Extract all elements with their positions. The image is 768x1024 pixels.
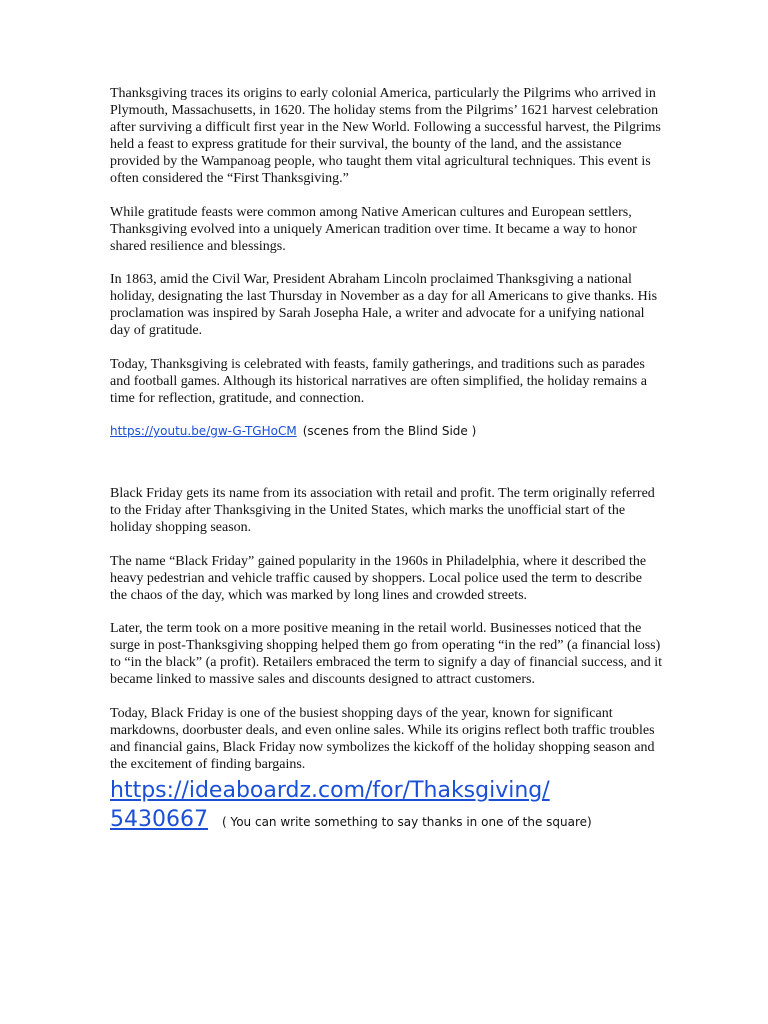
black-friday-paragraph-2: The name “Black Friday” gained popularity in the 1960s in Philadelphia, where it described the heavy pedestrian and vehicle traffic caused by shoppers. Local police used the term to describe the chaos of the day, which was marked by long lines and crowded streets. [110, 553, 647, 603]
black-friday-paragraph-3: Later, the term took on a more positive meaning in the retail world. Businesses noticed that the surge in post-Thanksgiving shopping helped them go from operating “in the red” (a financial loss) to “in the black” (a profit). Retailers embraced the term to signify a day of financial success, and it became linked to massive sales and discounts designed to attract customers. [110, 621, 663, 687]
ideaboard-link-block [110, 777, 662, 836]
thanksgiving-paragraph-4: Today, Thanksgiving is celebrated with feasts, family gatherings, and traditions such as parades and football games. Although its historical narratives are often simplified, the holiday remains a time for reflection, gratitude, and connection. [110, 356, 647, 406]
ideaboard-note: ( You can write something to say thanks in one of the square) [221, 814, 592, 829]
ideaboard-link-part2: 5430667 [110, 806, 208, 832]
thanksgiving-paragraph-2: While gratitude feasts were common among Native American cultures and European settlers, Thanksgiving evolved into a uniquely American tradition over time. It became a way to honor shared resilience and blessings. [110, 204, 637, 254]
youtube-video-link[interactable]: https://youtu.be/gw-G-TGHoCM [110, 424, 297, 438]
section-spacer [110, 440, 662, 485]
black-friday-paragraph-1: Black Friday gets its name from its association with retail and profit. The term originally referred to the Friday after Thanksgiving in the United States, which marks the unofficial start of the holiday shopping season. [110, 486, 655, 535]
thanksgiving-paragraph-1: Thanksgiving traces its origins to early colonial America, particularly the Pilgrims who arrived in Plymouth, Massachusetts, in 1620. The holiday stems from the Pilgrims’ 1621 harvest celebration after surviving a difficult first year in the New World. Following a successful harvest, the Pilgrims held a feast to express gratitude for their survival, the bounty of the land, and the assistance provided by the Wampanoag people, who taught them vital agricultural techniques. This event is often considered the “First Thanksgiving.” [110, 86, 661, 186]
ideaboard-link-part1: https://ideaboardz.com/for/Thaksgiving/ [110, 777, 550, 803]
thanksgiving-paragraph-3: In 1863, amid the Civil War, President Abraham Lincoln proclaimed Thanksgiving a national holiday, designating the last Thursday in November as a day for all Americans to give thanks. His proclamation was inspired by Sarah Josepha Hale, a writer and advocate for a unifying national day of gratitude. [110, 272, 658, 338]
video-link-line [110, 423, 662, 440]
video-link-note: (scenes from the Blind Side ) [302, 424, 477, 438]
black-friday-paragraph-4: Today, Black Friday is one of the busiest shopping days of the year, known for significant markdowns, doorbuster deals, and even online sales. While its origins reflect both traffic troubles and financial gains, Black Friday now symbolizes the kickoff of the holiday shopping season and the excitement of finding bargains. [110, 705, 655, 772]
document-page [110, 85, 662, 836]
